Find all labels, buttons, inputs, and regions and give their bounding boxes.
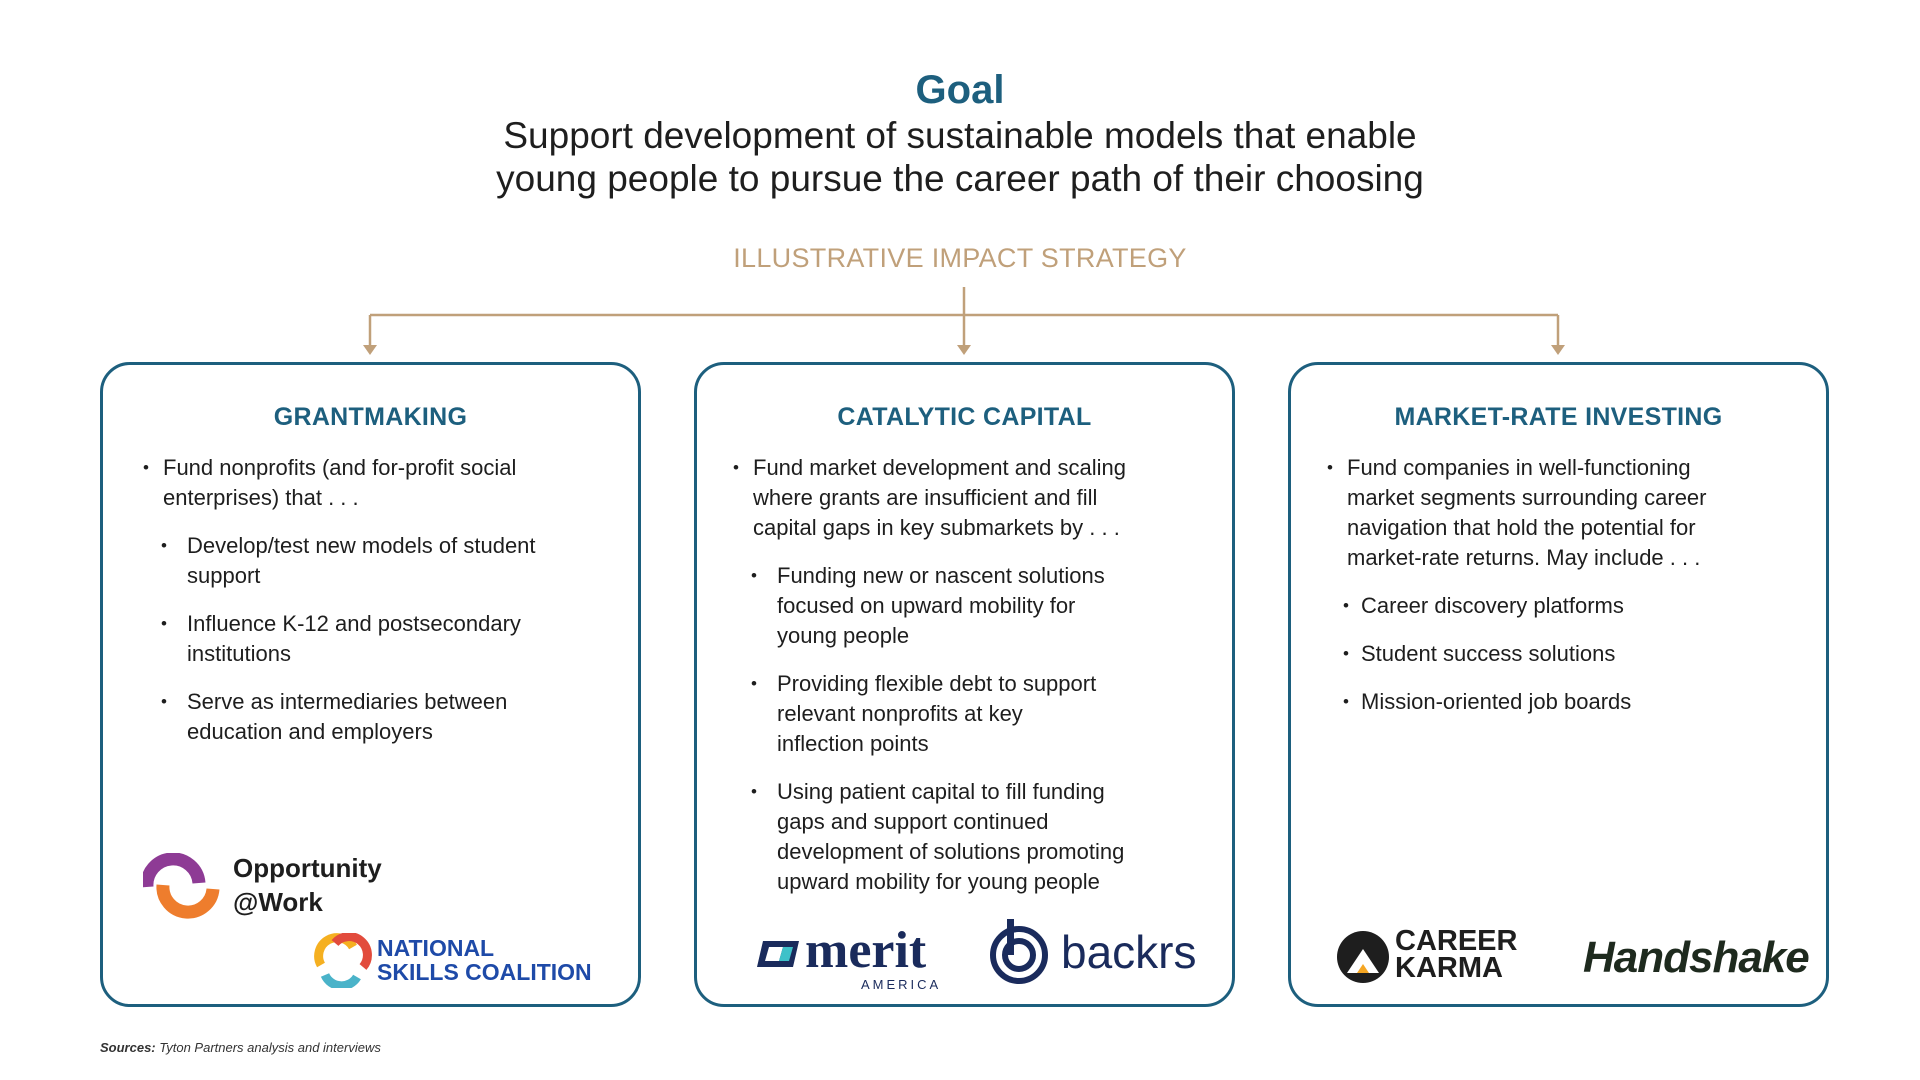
opportunity-mark-icon: [143, 853, 223, 923]
career-karma-line-2: KARMA: [1395, 952, 1503, 984]
item-line: education and employers: [187, 719, 433, 744]
lead-line: • Fund market development and scaling: [753, 455, 1126, 480]
list-item: [733, 561, 1202, 651]
lead-line: • Fund companies in well-functioning: [1347, 455, 1691, 480]
backrs-wordmark: backrs: [1061, 926, 1197, 978]
list-item: [1327, 639, 1796, 669]
sub-bullet-list: [143, 531, 608, 747]
market-rate-investing-card: [1288, 362, 1829, 1007]
arrowhead-right: [1551, 345, 1565, 355]
career-karma-mark-icon: [1335, 929, 1391, 985]
sources-note: [100, 1040, 381, 1055]
item-line: • Serve as intermediaries between: [187, 689, 508, 714]
item-line: • Providing flexible debt to support: [777, 671, 1097, 696]
lead-bullet: [143, 453, 608, 513]
list-item: [1327, 591, 1796, 621]
opportunity-line-1: Opportunity: [233, 853, 382, 883]
item-line: • Mission-oriented job boards: [1361, 689, 1632, 714]
lead-line: market-rate returns. May include . . .: [1347, 545, 1701, 570]
nsc-line-1: NATIONAL: [377, 935, 495, 961]
lead-line: enterprises) that . . .: [163, 485, 359, 510]
item-line: young people: [777, 623, 910, 648]
card-body: [143, 453, 608, 765]
item-line: relevant nonprofits at key: [777, 701, 1023, 726]
sub-bullet-list: [733, 561, 1202, 897]
sub-bullet-list: [1327, 591, 1796, 717]
merit-subtitle: AMERICA: [861, 977, 942, 992]
goal-line-2: young people to pursue the career path of their choosing: [496, 158, 1424, 199]
merit-america-logo: [753, 922, 963, 995]
career-karma-line-1: CAREER: [1395, 925, 1518, 957]
backrs-logo: [989, 917, 1219, 987]
goal-line-1: Support development of sustainable models that enable: [503, 115, 1417, 156]
list-item: [733, 669, 1202, 759]
nsc-line-2: SKILLS COALITION: [377, 959, 592, 985]
sources-text: Tyton Partners analysis and interviews: [159, 1040, 381, 1055]
lead-bullet: [733, 453, 1202, 543]
lead-line: where grants are insufficient and fill: [753, 485, 1098, 510]
arrowhead-left: [363, 345, 377, 355]
item-line: gaps and support continued: [777, 809, 1049, 834]
sources-label: Sources:: [100, 1040, 156, 1055]
handshake-wordmark: Handshake: [1583, 933, 1809, 982]
lead-bullet: [1327, 453, 1796, 573]
card-title: CATALYTIC CAPITAL: [837, 403, 1092, 431]
catalytic-capital-card: [694, 362, 1235, 1007]
list-item: [1327, 687, 1796, 717]
item-line: • Using patient capital to fill funding: [777, 779, 1105, 804]
backrs-mark-icon: [989, 917, 1053, 987]
item-line: • Influence K-12 and postsecondary: [187, 611, 521, 636]
card-title: GRANTMAKING: [273, 403, 468, 431]
item-line: • Career discovery platforms: [1361, 593, 1624, 618]
strategy-label: ILLUSTRATIVE IMPACT STRATEGY: [733, 243, 1187, 273]
goal-title: Goal: [915, 68, 1005, 112]
list-item: [143, 609, 608, 669]
opportunity-at-work-logo: [143, 853, 403, 923]
card-title: MARKET-RATE INVESTING: [1394, 403, 1723, 431]
lead-line: market segments surrounding career: [1347, 485, 1707, 510]
item-line: inflection points: [777, 731, 929, 756]
item-line: focused on upward mobility for: [777, 593, 1076, 618]
merit-mark-icon: [753, 937, 803, 977]
lead-line: • Fund nonprofits (and for-profit social: [163, 455, 517, 480]
list-item: [143, 531, 608, 591]
nsc-mark-icon: [313, 933, 373, 988]
item-line: support: [187, 563, 261, 588]
lead-line: navigation that hold the potential for: [1347, 515, 1696, 540]
opportunity-line-2: @Work: [233, 887, 323, 917]
item-line: • Develop/test new models of student: [187, 533, 536, 558]
card-body: [1327, 453, 1796, 735]
item-line: institutions: [187, 641, 291, 666]
card-body: [733, 453, 1202, 915]
grantmaking-card: [100, 362, 641, 1007]
item-line: • Student success solutions: [1361, 641, 1616, 666]
lead-line: capital gaps in key submarkets by . . .: [753, 515, 1120, 540]
list-item: [733, 777, 1202, 897]
national-skills-coalition-logo: [313, 933, 623, 988]
item-line: • Funding new or nascent solutions: [777, 563, 1105, 588]
merit-wordmark: merit: [805, 922, 927, 979]
career-karma-logo: [1335, 927, 1545, 987]
item-line: upward mobility for young people: [777, 869, 1100, 894]
arrowhead-center: [957, 345, 971, 355]
item-line: development of solutions promoting: [777, 839, 1125, 864]
list-item: [143, 687, 608, 747]
handshake-logo: [1583, 933, 1809, 989]
